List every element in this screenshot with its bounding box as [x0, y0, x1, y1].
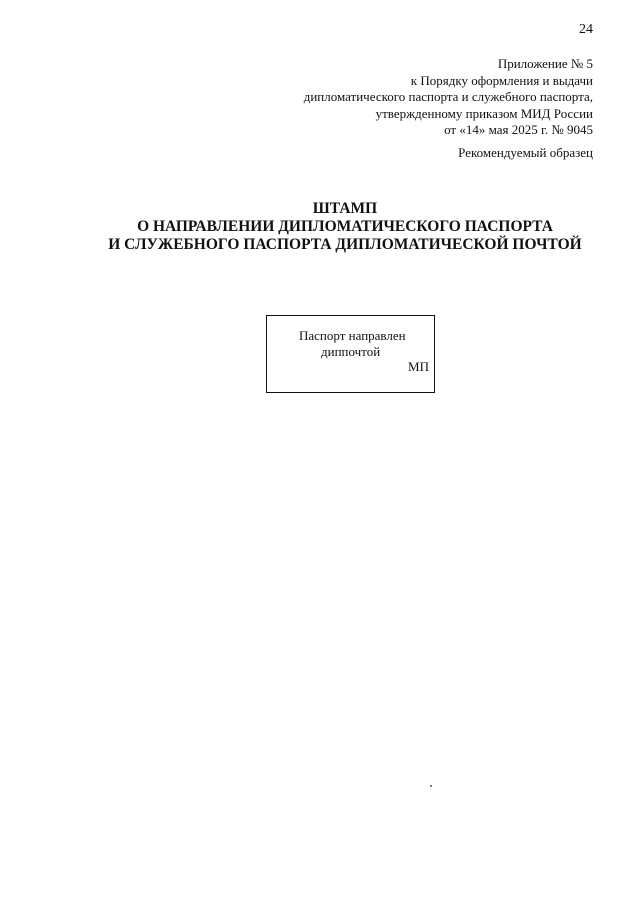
- stamp-text-line: диппочтой: [321, 344, 381, 359]
- stamp-box: [266, 315, 435, 393]
- stamp-text-line: Паспорт направлен: [299, 328, 406, 343]
- document-title: [0, 200, 640, 254]
- seal-placeholder: МП: [408, 359, 429, 374]
- appendix-line: от «14» мая 2025 г. № 9045: [444, 122, 593, 138]
- appendix-header: [304, 56, 593, 139]
- scan-speck: [430, 785, 432, 787]
- title-line: ШТАМП: [312, 200, 378, 217]
- appendix-line: дипломатического паспорта и служебного паспорта,: [303, 89, 593, 105]
- sample-label: Рекомендуемый образец: [458, 145, 593, 160]
- appendix-line: Приложение № 5: [497, 56, 593, 71]
- title-line: О НАПРАВЛЕНИИ ДИПЛОМАТИЧЕСКОГО ПАСПОРТА: [137, 218, 553, 235]
- page-number: 24: [579, 22, 593, 37]
- appendix-line: утвержденному приказом МИД России: [375, 105, 593, 121]
- title-line: И СЛУЖЕБНОГО ПАСПОРТА ДИПЛОМАТИЧЕСКОЙ ПОЧТОЙ: [108, 236, 582, 253]
- appendix-line: к Порядку оформления и выдачи: [410, 72, 593, 88]
